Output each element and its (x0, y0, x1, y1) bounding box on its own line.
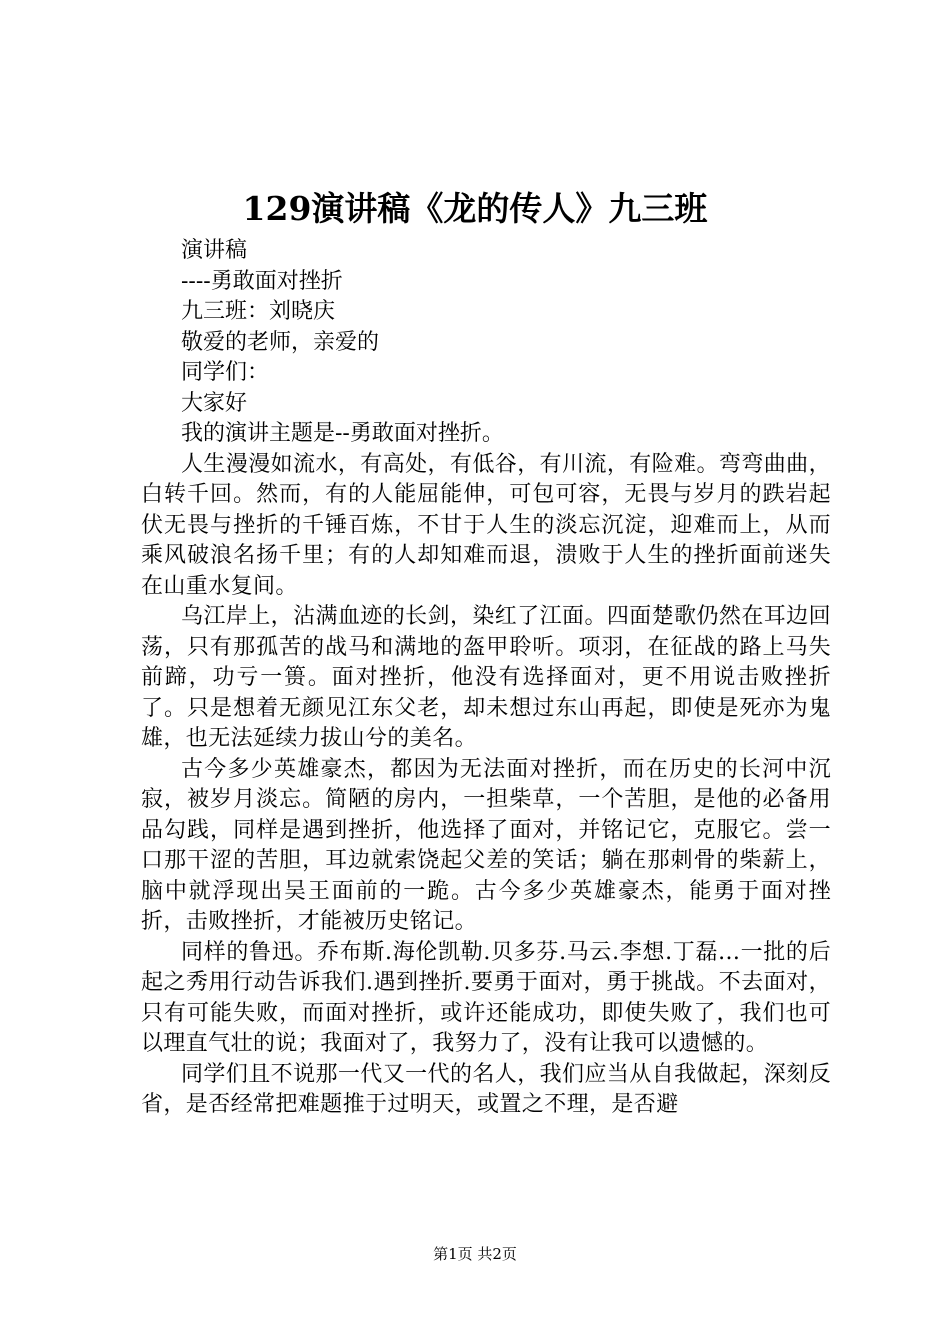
header-line-hello: 大家好 (181, 390, 248, 416)
header-line-speech: 演讲稿 (181, 238, 248, 263)
paragraph-1: 人生漫漫如流水，有高处，有低谷，有川流，有险难。弯弯曲曲，白转千回。然而，有的人能屈能伸，可包可容，无畏与岁月的跌岩起伏无畏与挫折的千锤百炼，不甘于人生的淡忘沉淀，迎难而上，从而乘风破浪名扬千里；有的人却知难而退，溃败于人生的挫折面前迷失在山重水复间。 (141, 451, 831, 599)
header-line-author: 九三班：刘晓庆 (181, 299, 336, 324)
paragraph-5: 同学们且不说那一代又一代的名人，我们应当从自我做起，深刻反省，是否经常把难题推于过明天，或置之不理，是否避 (141, 1061, 831, 1117)
header-line-greeting: 敬爱的老师，亲爱的 (181, 329, 380, 355)
paragraph-4: 同样的鲁迅。乔布斯.海伦凯勒.贝多芬.马云.李想.丁磊...一批的后起之秀用行动告诉我们.遇到挫折.要勇于面对，勇于挑战。不去面对，只有可能失败，而面对挫折，或许还能成功，即使失败了，我们也可以理直气壮的说；我面对了，我努力了，没有让我可以遗憾的。 (141, 939, 831, 1056)
document-title: 129演讲稿《龙的传人》九三班 (242, 189, 708, 228)
header-line-subtitle: ----勇敢面对挫折 (181, 268, 343, 294)
header-line-topic: 我的演讲主题是--勇敢面对挫折。 (181, 421, 504, 446)
header-line-classmates: 同学们： (181, 360, 270, 385)
document-body (141, 236, 831, 1121)
page-footer: 第1页 共2页 (433, 1245, 517, 1263)
paragraph-3: 古今多少英雄豪杰，都因为无法面对挫折，而在历史的长河中沉寂，被岁月淡忘。简陋的房内，一担柴草，一个苦胆，是他的必备用品勾践，同样是遇到挫折，他选择了面对，并铭记它，克服它。尝一口那干涩的苦胆，耳边就索饶起父差的笑话；躺在那刺骨的柴薪上，脑中就浮现出吴王面前的一跪。古今多少英雄豪杰，能勇于面对挫折，击败挫折，才能被历史铭记。 (141, 756, 831, 934)
paragraph-2: 乌江岸上，沾满血迹的长剑，染红了江面。四面楚歌仍然在耳边回荡，只有那孤苦的战马和满地的盔甲聆听。项羽，在征战的路上马失前蹄，功亏一篑。面对挫折，他没有选择面对，更不用说击败挫折了。只是想着无颜见江东父老，却未想过东山再起，即使是死亦为鬼雄，也无法延续力拔山兮的美名。 (141, 604, 831, 751)
